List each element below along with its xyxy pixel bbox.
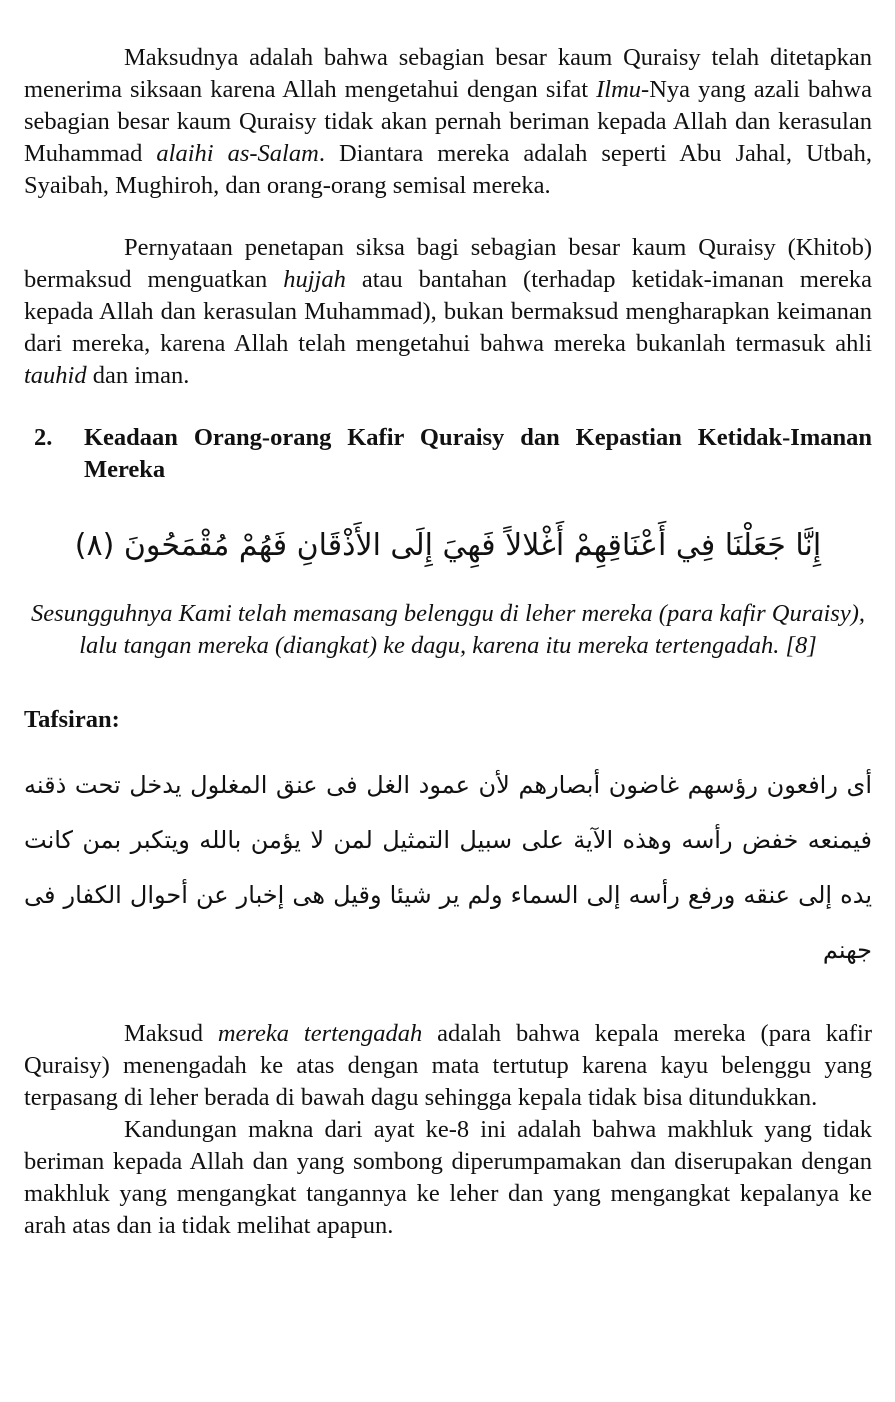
paragraph-1-text-c: . Diantara mereka adalah seperti Abu Jahal, Utbah, Syaibah, Mughiroh, dan orang-orang semisal mereka. — [24, 140, 873, 199]
paragraph-2-text-b: atau bantahan (terhadap ketidak-imanan mereka kepada Allah dan kerasulan Muhammad), bukan bermaksud mengharapkan keimanan dari mereka, karena Allah telah mengetahui bahwa mereka bukanlah termasuk ahli — [24, 266, 872, 357]
paragraph-2-italic-b: tauhid — [24, 362, 87, 389]
paragraph-1-italic-a: Ilmu- — [596, 76, 650, 103]
quran-verse — [24, 526, 872, 566]
paragraph-3-text-b: adalah bahwa kepala mereka (para kafir Quraisy) menengadah ke atas dengan mata tertutup karena kayu belenggu yang terpasang di leher berada di bawah dagu sehingga kepala tidak bisa ditundukkan. — [24, 1020, 872, 1111]
paragraph-3-text-a: Maksud — [124, 1020, 218, 1047]
verse-translation: Sesungguhnya Kami telah memasang belenggu di leher mereka (para kafir Quraisy), lalu tangan mereka (diangkat) ke dagu, karena itu mereka tertengadah. [8] — [31, 600, 865, 659]
verse-arabic: إِنَّا جَعَلْنَا فِي أَعْنَاقِهِمْ أَغْلالاً فَهِيَ إِلَى الأَذْقَانِ فَهُمْ مُقْمَحُونَ — [123, 528, 822, 563]
paragraph-2 — [24, 232, 872, 392]
section-heading — [24, 422, 872, 486]
section-number: 2. — [34, 424, 53, 451]
paragraph-1-italic-b: alaihi as-Salam — [156, 140, 319, 167]
paragraph-1-text-a: Maksudnya adalah bahwa sebagian besar kaum Quraisy telah ditetapkan menerima siksaan karena Allah mengetahui dengan sifat — [24, 44, 872, 103]
paragraph-2-text-a: Pernyataan penetapan siksa bagi sebagian besar kaum Quraisy (Khitob) bermaksud menguatkan — [24, 234, 872, 293]
paragraph-4: Kandungan makna dari ayat ke-8 ini adalah bahwa makhluk yang tidak beriman kepada Allah dan yang sombong diperumpamakan dan diserupakan dengan makhluk yang mengangkat tangannya ke leher dan yang mengangkat kepalanya ke arah atas dan ia tidak melihat apapun. — [24, 1116, 872, 1239]
paragraph-2-text-c: dan iman. — [86, 362, 190, 389]
tafsir-arabic-text: أى رافعون رؤسهم غاضون أبصارهم لأن عمود الغل فى عنق المغلول يدخل تحت ذقنه فيمنعه خفض رأسه وهذه الآية على سبيل التمثيل لمن لا يؤمن بالله ويتكبر بمن كانت يده إلى عنقه ورفع رأسه إلى السماء ولم ير شيئا وقيل هى إخبار عن أحوال الكفار فى جهنم — [24, 771, 872, 964]
paragraph-1 — [24, 42, 872, 202]
paragraph-3 — [24, 1018, 872, 1114]
document-page — [24, 42, 872, 1242]
verse-number: (٨) — [74, 528, 115, 563]
tafsiran-heading: Tafsiran: — [24, 706, 120, 733]
paragraph-1-text-b: Nya yang azali bahwa sebagian besar kaum Quraisy tidak akan pernah beriman kepada Allah dan kerasulan Muhammad — [24, 76, 872, 167]
paragraph-3-italic-a: mereka tertengadah — [217, 1020, 423, 1047]
section-title: Keadaan Orang-orang Kafir Quraisy dan Kepastian Ketidak-Imanan Mereka — [84, 424, 872, 483]
paragraph-2-italic-a: hujjah — [283, 266, 346, 293]
